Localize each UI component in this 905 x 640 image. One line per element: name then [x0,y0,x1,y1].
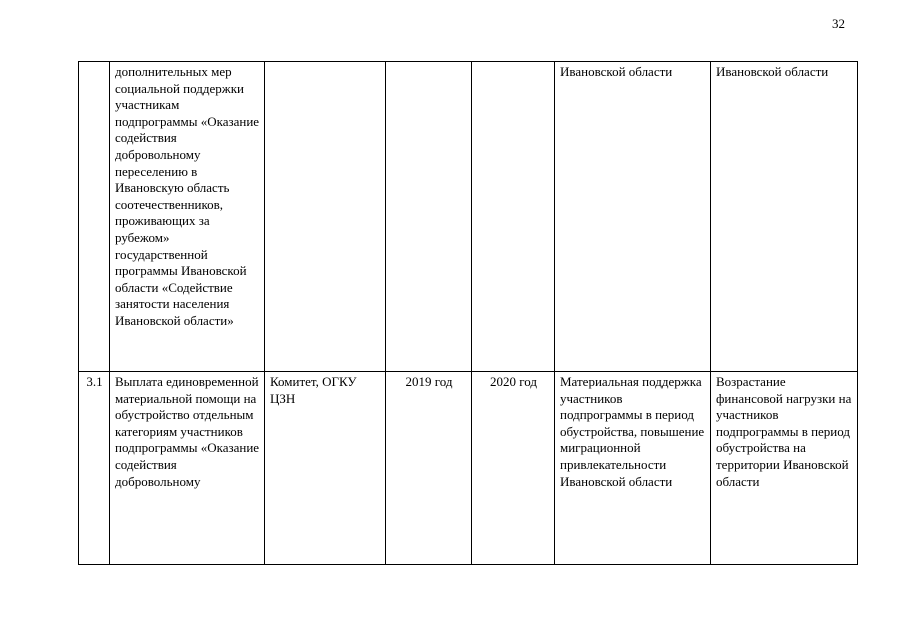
start-year-cell: 2019 год [386,372,472,565]
measures-table [78,61,858,565]
activity-text: Выплата единовременной материальной помощи на обустройство отдельным категориям участников подпрограммы «Оказание содействия добровольному [115,374,260,489]
result-cell [555,62,711,372]
row-number-cell [79,62,110,372]
result-cell [555,372,711,565]
consequence-text: Ивановской области [716,64,829,79]
activity-cell [110,372,265,565]
table-row [79,62,858,372]
end-year-cell: 2020 год [472,372,555,565]
result-text: Материальная поддержка участников подпрограммы в период обустройства, повышение миграционной привлекательности Ивановской области [560,374,705,489]
result-text: Ивановской области [560,64,673,79]
activity-cell [110,62,265,372]
table-row [79,372,858,565]
consequence-cell [711,372,858,565]
start-year-cell [386,62,472,372]
row-number-cell: 3.1 [79,372,110,565]
executor-cell [265,62,386,372]
page-number: 32 [832,16,845,31]
consequence-cell [711,62,858,372]
activity-text: дополнительных мер социальной поддержки участникам подпрограммы «Оказание содействия добровольному переселению в Ивановскую область соотечественников, проживающих за рубежом» государственной программы Ивановской области «Содействие занятости населения Ивановской области» [115,64,260,328]
end-year-cell [472,62,555,372]
executor-text: Комитет, ОГКУ ЦЗН [270,374,357,406]
consequence-text: Возрастание финансовой нагрузки на участников подпрограммы в период обустройства на территории Ивановской области [716,374,852,489]
executor-cell [265,372,386,565]
